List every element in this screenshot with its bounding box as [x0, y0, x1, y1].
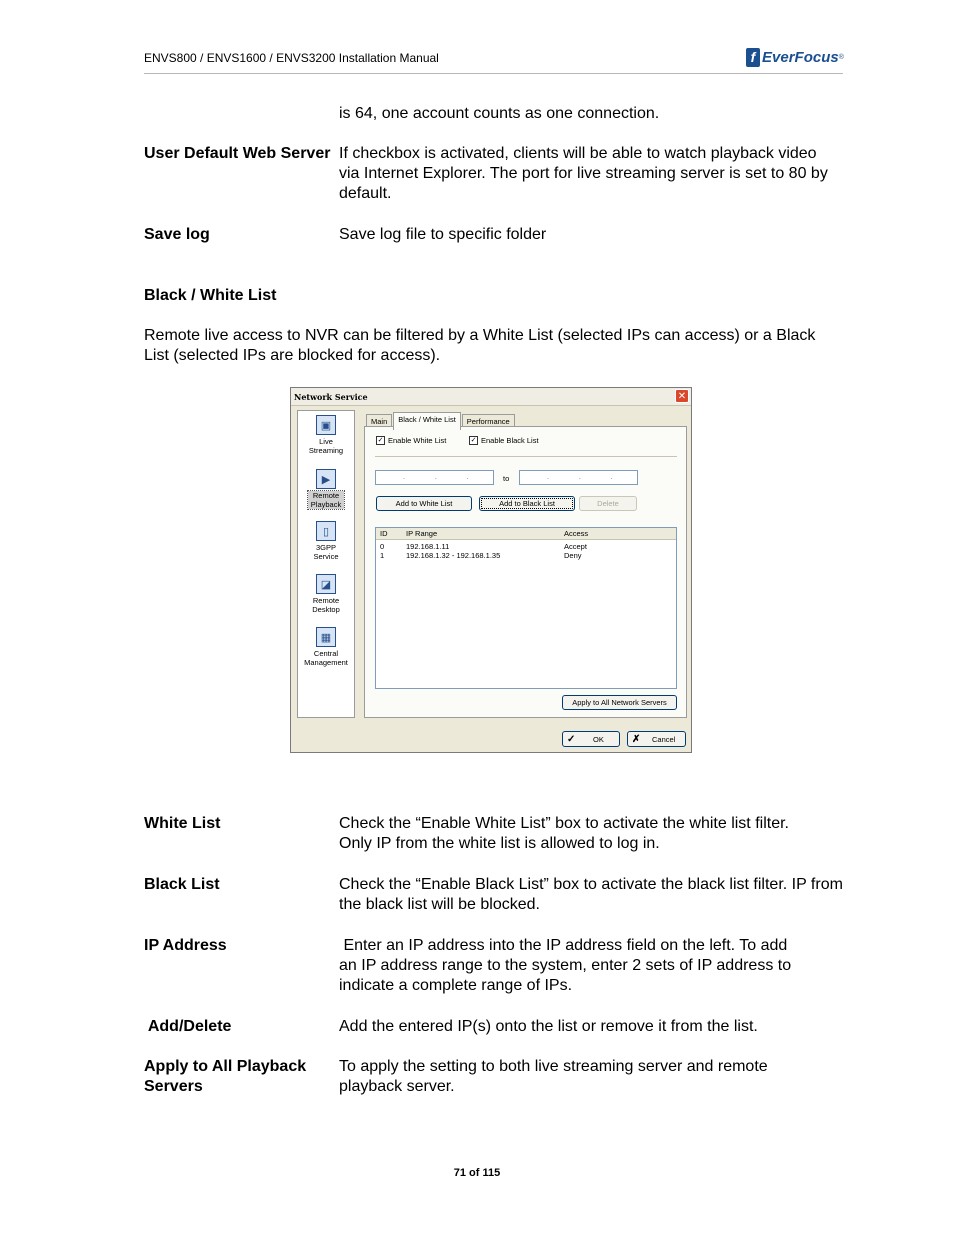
desc-white-list: Check the “Enable White List” box to activate the white list filter. Only IP from the white list is allowed to log in. [339, 815, 789, 852]
network-service-dialog [290, 387, 692, 753]
desc-save-log: Save log file to specific folder [339, 226, 547, 243]
desktop-icon: ◪ [316, 574, 336, 594]
ip-end-field[interactable]: . . . [519, 470, 638, 485]
monitor-icon: ▣ [316, 415, 336, 435]
ip-start-field[interactable]: . . . [375, 470, 494, 485]
dialog-title: Network Service [294, 392, 368, 402]
ok-button[interactable] [562, 731, 620, 747]
cross-icon: ✗ [632, 733, 641, 745]
continuation-text: is 64, one account counts as one connection. [339, 105, 660, 122]
cell-access: Deny [564, 551, 582, 560]
phone-icon: ▯ [316, 521, 336, 541]
desc-user-default-web-server: If checkbox is activated, clients will be able to watch playback video via Internet Explorer. The port for live streaming server is set to 80 by default. [339, 145, 828, 202]
ip-list-table [375, 527, 677, 689]
dialog-titlebar [291, 388, 691, 406]
cell-ip-range: 192.168.1.32 - 192.168.1.35 [406, 551, 501, 560]
column-ip-range[interactable]: IP Range [406, 529, 438, 538]
column-access[interactable]: Access [564, 529, 589, 538]
logo-registered: ® [838, 53, 844, 61]
manual-title: ENVS800 / ENVS1600 / ENVS3200 Installation Manual [144, 51, 439, 65]
logo-mark-icon: f [746, 48, 760, 67]
sidebar-item-central-management[interactable] [298, 627, 354, 667]
desc-black-list: Check the “Enable Black List” box to activate the black list filter. IP from the black list will be blocked. [339, 876, 843, 913]
sidebar-item-3gpp-service[interactable] [298, 521, 354, 561]
section-heading: Black / White List [144, 287, 277, 304]
everfocus-logo [746, 47, 844, 67]
cancel-button[interactable] [627, 731, 686, 747]
cell-ip-range: 192.168.1.11 [406, 542, 450, 551]
term-add-delete: Add/Delete [144, 1018, 232, 1035]
term-white-list: White List [144, 815, 221, 832]
ok-label: OK [593, 734, 604, 744]
delete-button[interactable]: Delete [579, 496, 637, 511]
add-to-white-list-button[interactable]: Add to White List [376, 496, 472, 511]
sidebar-item-remote-desktop[interactable] [298, 574, 354, 614]
enable-white-list-label: Enable White List [388, 436, 447, 445]
term-ip-address: IP Address [144, 937, 227, 954]
sidebar-item-live-streaming[interactable] [298, 415, 354, 455]
term-apply-to-all-playback-servers: Apply to All Playback Servers [144, 1058, 307, 1095]
playback-icon: ▶ [316, 469, 336, 489]
term-save-log: Save log [144, 226, 210, 243]
grid-icon: ▦ [316, 627, 336, 647]
term-black-list: Black List [144, 876, 220, 893]
close-icon[interactable]: ✕ [675, 389, 689, 403]
table-row[interactable] [376, 550, 676, 560]
logo-text: EverFocus [762, 48, 839, 66]
sidebar-item-label: Live Streaming [308, 437, 344, 455]
header-divider [144, 73, 843, 74]
cell-access: Accept [564, 542, 587, 551]
cancel-label: Cancel [652, 734, 676, 744]
cell-id: 1 [380, 551, 385, 560]
enable-black-list-checkbox[interactable] [469, 436, 539, 445]
tab-performance[interactable]: Performance [462, 414, 515, 429]
tab-strip [366, 412, 516, 427]
desc-apply-to-all-playback-servers: To apply the setting to both live streaming server and remote playback server. [339, 1058, 768, 1095]
column-id[interactable]: ID [380, 529, 388, 538]
to-label: to [503, 474, 510, 483]
page-number: 71 of 115 [453, 1167, 501, 1179]
sidebar-item-label: Central Management [304, 649, 348, 667]
apply-to-all-network-servers-button[interactable]: Apply to All Network Servers [562, 695, 677, 710]
service-sidebar [297, 410, 355, 718]
checkbox-checked-icon: ✓ [470, 437, 477, 444]
cell-id: 0 [380, 542, 385, 551]
checkbox-checked-icon: ✓ [377, 437, 384, 444]
desc-add-delete: Add the entered IP(s) onto the list or remove it from the list. [339, 1018, 758, 1035]
desc-ip-address: Enter an IP address into the IP address field on the left. To add an IP address range to the system, enter 2 sets of IP address to indicate a complete range of IPs. [339, 937, 796, 994]
add-to-black-list-button[interactable]: Add to Black List [479, 496, 575, 511]
sidebar-item-remote-playback[interactable] [298, 469, 354, 509]
enable-black-list-label: Enable Black List [481, 436, 539, 445]
tab-main[interactable]: Main [366, 414, 392, 429]
sidebar-item-label: 3GPP Service [313, 543, 339, 561]
enable-white-list-checkbox[interactable] [376, 436, 446, 445]
table-header [376, 528, 676, 540]
intro-paragraph: Remote live access to NVR can be filtered by a White List (selected IPs can access) or a Black List (selected IPs are blocked for access). [144, 327, 816, 364]
term-user-default-web-server: User Default Web Server [144, 145, 331, 162]
sidebar-item-label: Remote Playback [308, 491, 344, 509]
sidebar-item-label: Remote Desktop [312, 596, 340, 614]
divider [375, 456, 677, 457]
tab-black-white-list[interactable]: Black / White List [393, 412, 461, 430]
checkmark-icon: ✓ [567, 733, 576, 745]
